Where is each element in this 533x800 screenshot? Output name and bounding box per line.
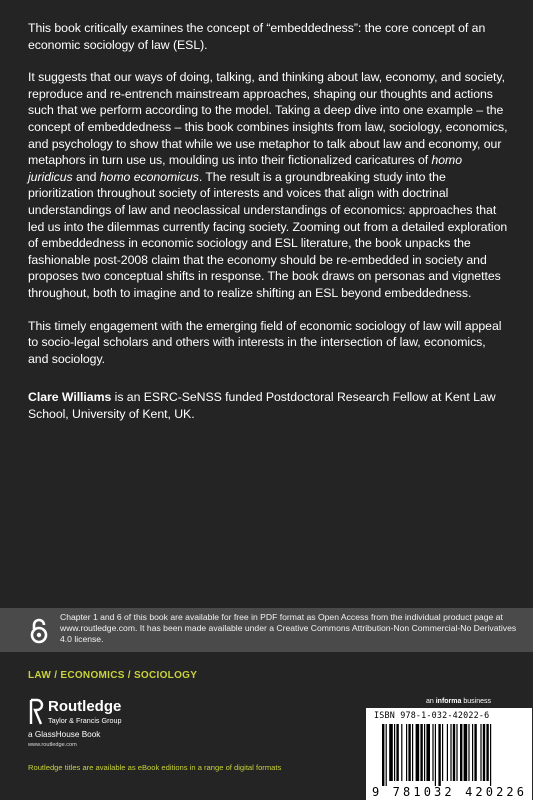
blurb-paragraph-2 xyxy=(28,69,508,301)
publisher-imprint: a GlassHouse Book xyxy=(28,730,101,739)
informa-brand: informa xyxy=(435,698,462,705)
barcode-bar xyxy=(420,724,422,781)
subject-categories: LAW / ECONOMICS / SOCIOLOGY xyxy=(28,670,198,681)
barcode-bar xyxy=(447,724,448,781)
barcode-bar xyxy=(438,724,440,786)
barcode-bar xyxy=(435,724,436,786)
barcode-bar xyxy=(386,724,387,786)
open-access-icon xyxy=(28,618,50,644)
barcode-bar xyxy=(474,724,476,781)
barcode-bar xyxy=(480,724,481,781)
barcode-bar xyxy=(490,724,491,786)
informa-business: business xyxy=(461,698,491,705)
barcode-bar xyxy=(472,724,473,781)
barcode-bar xyxy=(401,724,402,781)
back-cover-blurb xyxy=(28,20,508,438)
barcode-bar xyxy=(432,724,433,781)
open-access-text: Chapter 1 and 6 of this book are available for free in PDF format as Open Access from the individual product page at www.routledge.com. It has been made available under a Creative Commons Attribution-Non Commercial-No Derivatives 4.0 license. xyxy=(60,612,517,645)
routledge-logo-icon xyxy=(28,698,46,726)
blurb-paragraph-1: This book critically examines the concept of “embeddedness”: the core concept of an economic sociology of law (ESL). xyxy=(28,21,486,52)
barcode-bar xyxy=(408,724,410,781)
blurb-p2-text-a: It suggests that our ways of doing, talking, and thinking about law, economy, and society, reproduce and re-entrench mainstream approaches, shaping our thoughts and actions such that we perform according to the model. Taking a deep dive into one example – the concept of embeddedness – this book combines insights from law, sociology, economics, and psychology to show that while we use metaphor to talk about law and economy, our metaphors in turn use us, moulding us into their fictionalized caricatures of xyxy=(28,70,508,168)
barcode-bar xyxy=(382,724,384,786)
barcode-bar xyxy=(468,724,469,781)
author-name: Clare Williams xyxy=(28,390,112,405)
barcode-bar xyxy=(450,724,451,781)
publisher-group: Taylor & Francis Group xyxy=(48,716,122,725)
barcode-bar xyxy=(442,724,443,781)
publisher-block xyxy=(28,698,228,758)
isbn-label: ISBN 978-1-032-42022-6 xyxy=(374,710,490,720)
barcode-digits: 9 781032 420226 xyxy=(372,785,524,798)
barcode-bar xyxy=(406,724,407,781)
barcode-bar xyxy=(460,724,462,781)
barcode-bar xyxy=(389,724,393,781)
isbn-barcode xyxy=(366,708,532,800)
blurb-p2-and: and xyxy=(72,169,100,184)
author-bio-text: is an ESRC-SeNSS funded Postdoctoral Research Fellow at Kent Law School, University of Kent, UK. xyxy=(28,390,496,421)
publisher-name: Routledge xyxy=(48,698,122,715)
barcode-bar xyxy=(453,724,455,781)
informa-business-label xyxy=(426,698,491,705)
blurb-p2-italic-1: homo juridicus xyxy=(28,153,463,184)
barcode-bar xyxy=(424,724,425,781)
barcode-bar xyxy=(486,724,488,781)
barcode-bar xyxy=(412,724,413,781)
author-bio xyxy=(28,389,508,422)
barcode-bars xyxy=(382,724,491,786)
blurb-paragraph-3: This timely engagement with the emerging field of economic sociology of law will appeal to socio-legal scholars and others with interests in the intersection of law, economics, and sociology. xyxy=(28,318,502,366)
barcode-bar xyxy=(426,724,430,781)
barcode-bar xyxy=(464,724,468,781)
publisher-url: www.routledge.com xyxy=(28,742,77,748)
informa-an: an xyxy=(426,698,436,705)
barcode-bar xyxy=(483,724,485,781)
blurb-p2-italic-2: homo economicus xyxy=(99,169,199,184)
barcode-graphic xyxy=(372,724,526,798)
barcode-bar xyxy=(396,724,398,781)
blurb-p2-text-b: . The result is a groundbreaking study into the prioritization throughout society of interests and voices that align with doctrinal understandings of law and neoclassical understandings of economics: approaches that led us into the dilemmas currently facing society. Zooming out from a detailed exploration of embeddedness in economic sociology and ESL literature, the book unpacks the fashionable post-2008 claim that the economy should be re-embedded in society and proposes two conceptual shifts in response. The book draws on personas and vignettes throughout, both to imagine and to realize shifting an ESL beyond embeddedness. xyxy=(28,169,508,300)
open-access-band xyxy=(0,608,533,652)
ebook-note: Routledge titles are available as eBook editions in a range of digital formats xyxy=(28,763,282,772)
barcode-bar xyxy=(456,724,457,781)
barcode-bar xyxy=(416,724,420,781)
barcode-bar xyxy=(394,724,395,781)
